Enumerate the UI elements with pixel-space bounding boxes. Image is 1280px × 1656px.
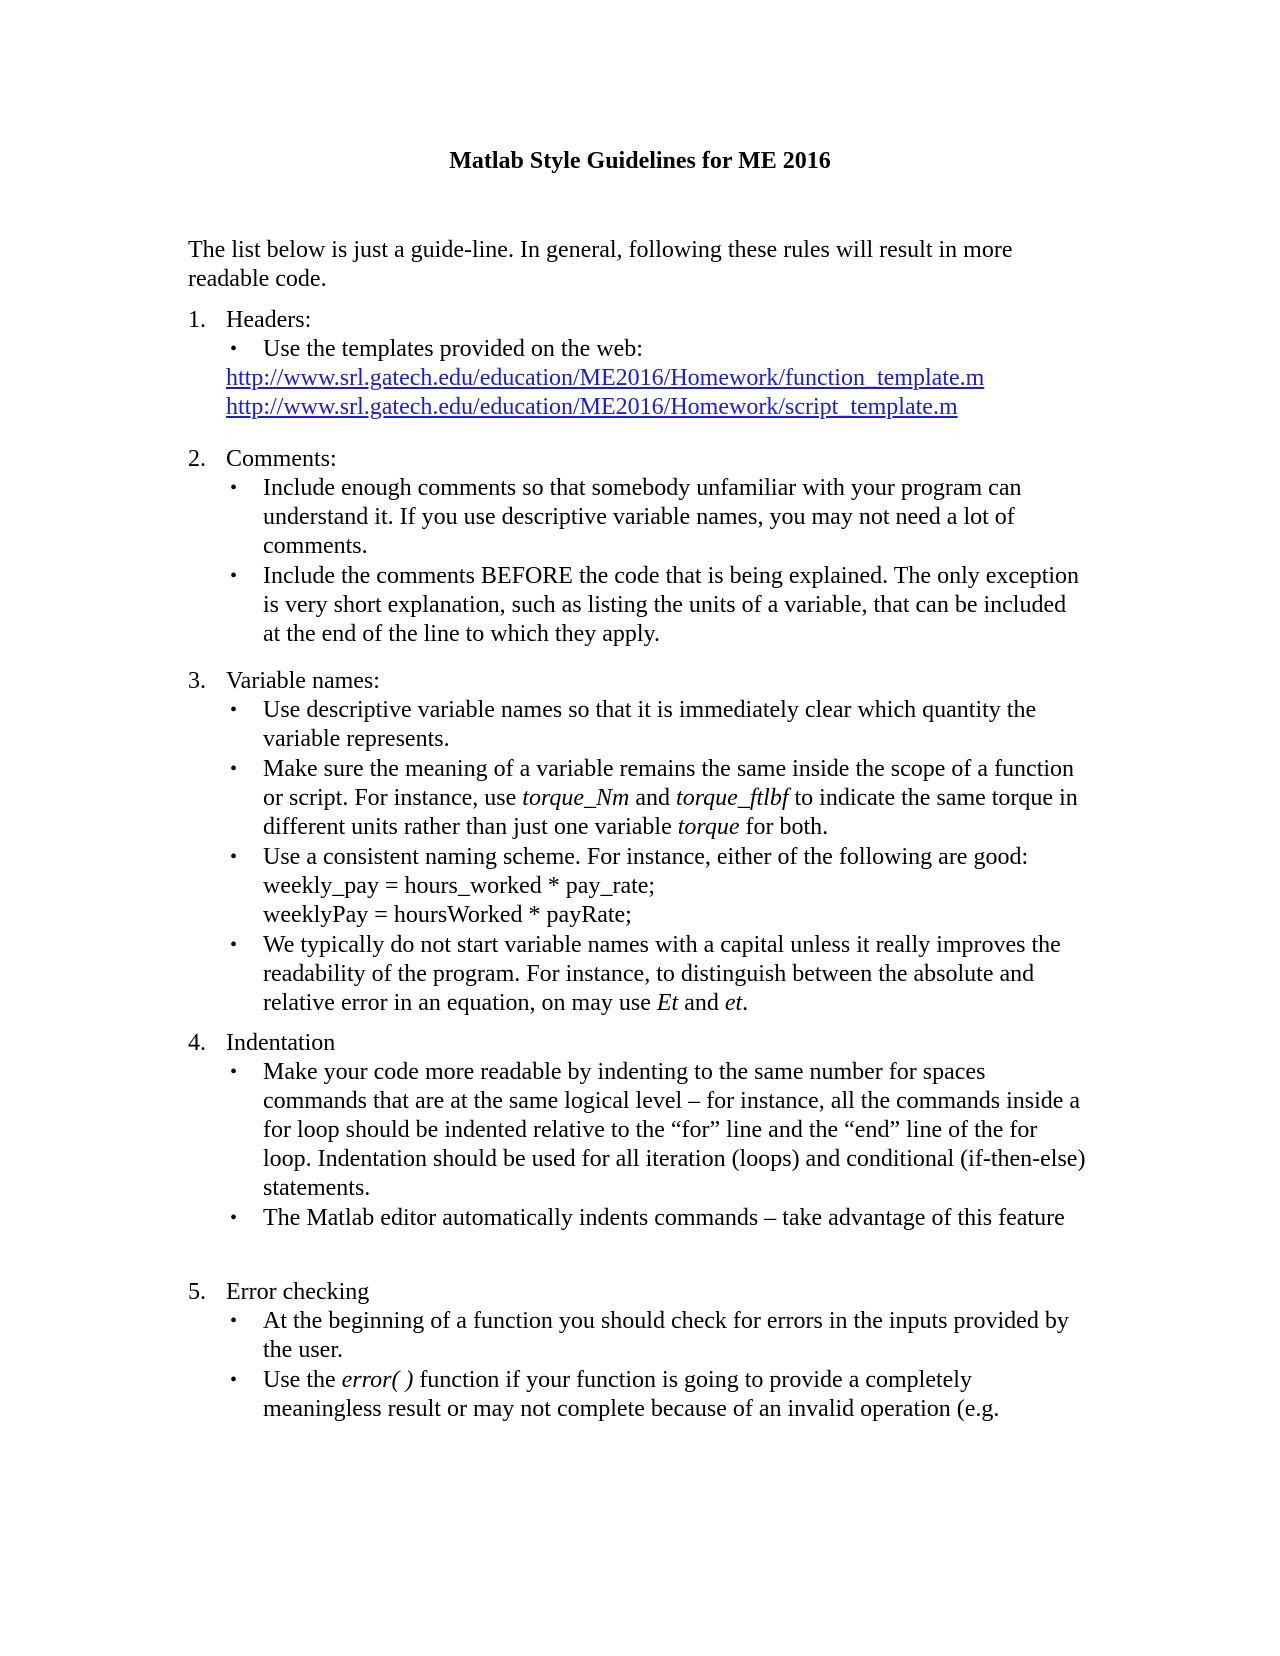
intro-paragraph: The list below is just a guide-line. In general, following these rules will result in more readable code. — [188, 237, 1013, 292]
list-item: • Use the templates provided on the web: — [230, 336, 643, 362]
page-title: Matlab Style Guidelines for ME 2016 — [449, 148, 831, 174]
bullet-icon: • — [230, 1369, 238, 1391]
section-heading — [188, 1278, 1088, 1307]
section-headers — [188, 306, 1088, 422]
section-heading — [188, 445, 1088, 474]
section-title: Error checking — [226, 1279, 370, 1305]
list-item: • At the beginning of a function you should check for errors in the inputs provided by the user. — [230, 1308, 1069, 1363]
bullet-icon: • — [230, 1061, 238, 1083]
section-heading — [188, 1029, 1088, 1058]
bullet-list — [188, 1307, 1088, 1424]
section-number: 1. — [188, 307, 206, 333]
section-comments — [188, 445, 1088, 649]
section-title: Comments: — [226, 446, 337, 472]
bullet-icon: • — [230, 1207, 238, 1229]
section-title: Variable names: — [226, 668, 380, 694]
bullet-icon: • — [230, 477, 238, 499]
bullet-icon: • — [230, 565, 238, 587]
section-number: 2. — [188, 446, 206, 472]
section-indentation — [188, 1029, 1088, 1233]
list-item: • Use the error( ) function if your function is going to provide a completely meaningless result or may not complete because of an invalid operation (e.g. — [230, 1367, 1000, 1422]
code-example: weeklyPay = hoursWorked * payRate; — [263, 902, 632, 928]
code-example: weekly_pay = hours_worked * pay_rate; — [263, 873, 656, 899]
list-item: • Include enough comments so that somebody unfamiliar with your program can understand it. If you use descriptive variable names, you may not need a lot of comments. — [230, 475, 1022, 559]
bullet-list — [188, 335, 1088, 364]
section-heading — [188, 667, 1088, 696]
bullet-icon: • — [230, 1310, 238, 1332]
list-item: • The Matlab editor automatically indents commands – take advantage of this feature — [230, 1205, 1065, 1231]
bullet-list — [188, 474, 1088, 649]
section-variable-names — [188, 667, 1088, 1018]
bullet-list — [188, 1058, 1088, 1233]
section-number: 5. — [188, 1279, 206, 1305]
section-error-checking — [188, 1278, 1088, 1424]
function-template-link[interactable]: http://www.srl.gatech.edu/education/ME2016/Homework/function_template.m — [226, 365, 985, 391]
list-item: • Use a consistent naming scheme. For instance, either of the following are good: weekly_pay = hours_worked * pay_rate; weeklyPay = hoursWorked * payRate; — [188, 843, 1088, 930]
section-number: 4. — [188, 1030, 206, 1056]
section-title: Indentation — [226, 1030, 336, 1056]
bullet-icon: • — [230, 934, 238, 956]
bullet-list — [188, 696, 1088, 1018]
bullet-icon: • — [230, 338, 238, 360]
bullet-icon: • — [230, 699, 238, 721]
list-item: • We typically do not start variable names with a capital unless it really improves the readability of the program. For instance, to distinguish between the absolute and relative error in an equation, on may use Et and et. — [230, 932, 1061, 1016]
section-title: Headers: — [226, 307, 312, 333]
list-item: • Make sure the meaning of a variable remains the same inside the scope of a function or script. For instance, use torque_Nm and torque_ftlbf to indicate the same torque in different units rather than just one variable torque for both. — [230, 756, 1078, 840]
list-item: • Include the comments BEFORE the code that is being explained. The only exception is very short explanation, such as listing the units of a variable, that can be included at the end of the line to which they apply. — [230, 563, 1080, 647]
section-number: 3. — [188, 668, 206, 694]
bullet-icon: • — [230, 758, 238, 780]
script-template-link[interactable]: http://www.srl.gatech.edu/education/ME2016/Homework/script_template.m — [226, 394, 958, 420]
list-item: • Make your code more readable by indenting to the same number for spaces commands that are at the same logical level – for instance, all the commands inside a for loop should be indented relative to the “for” line and the “end” line of the for loop. Indentation should be used for all iteration (loops) and conditional (if-then-else) statements. — [230, 1059, 1086, 1201]
bullet-icon: • — [230, 846, 238, 868]
list-item: • Use descriptive variable names so that it is immediately clear which quantity the variable represents. — [230, 697, 1037, 752]
section-heading — [188, 306, 1088, 335]
